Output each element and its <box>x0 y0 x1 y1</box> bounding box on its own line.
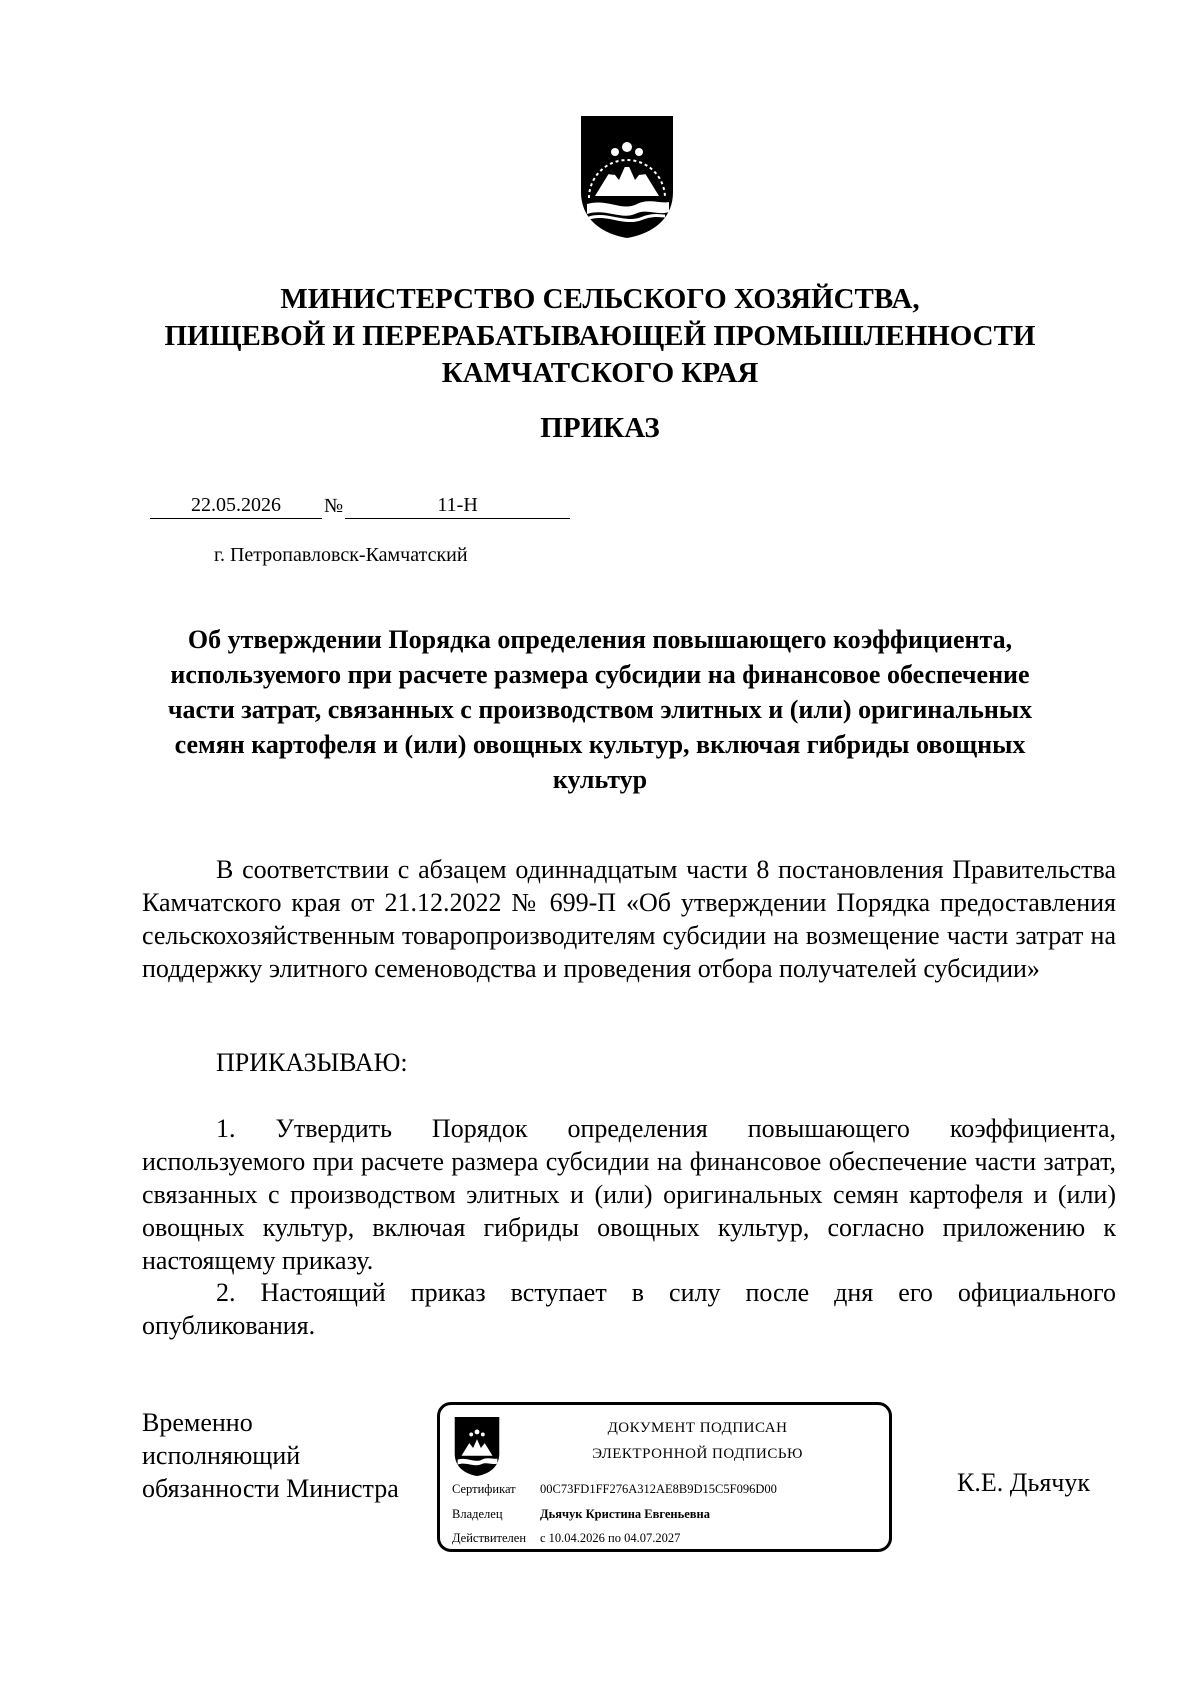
order-word: ПРИКАЗЫВАЮ: <box>216 1048 408 1077</box>
subject-line: семян картофеля и (или) овощных культур, включая гибриды овощных <box>174 730 1026 759</box>
electronic-signature-stamp <box>437 1402 892 1552</box>
date-number-line <box>150 492 570 518</box>
kamchatka-emblem-icon <box>451 1415 503 1477</box>
signer-position-line: Временно <box>142 1408 253 1437</box>
city: г. Петропавловск-Камчатский <box>214 544 468 566</box>
document-type: ПРИКАЗ <box>540 412 660 444</box>
subject-line: части затрат, связанных с производством элитных и (или) оригинальных <box>167 695 1033 724</box>
signer-position <box>142 1406 399 1505</box>
stamp-owner-row <box>452 1506 710 1522</box>
order-item-1: 1. Утвердить Порядок определения повышающего коэффициента, используемого при расчете размера субсидии на финансовое обеспечение части затрат, связанных с производством элитных и (или) оригинальных семян картофеля и (или) овощных культур, включая гибриды овощных культур, согласно приложению к настоящему приказу. <box>142 1114 1116 1275</box>
number-sign: № <box>324 495 344 517</box>
stamp-certificate-row <box>452 1481 777 1497</box>
stamp-validity-row <box>452 1530 680 1546</box>
subject-line: Об утверждении Порядка определения повышающего коэффициента, <box>187 625 1013 654</box>
stamp-title-line: ДОКУМЕНТ ПОДПИСАН <box>607 1420 788 1436</box>
subject-line: используемого при расчете размера субсидии на финансовое обеспечение <box>170 660 1030 689</box>
order-subject <box>140 622 1060 797</box>
signer-name: К.Е. Дьячук <box>957 1468 1090 1497</box>
preamble-paragraph: В соответствии с абзацем одиннадцатым части 8 постановления Правительства Камчатского края от 21.12.2022 № 699-П «Об утверждении Порядка предоставления сельскохозяйственным товаропроизводителям субсидии на возмещение части затрат на поддержку элитного семеноводства и проведения отбора получателей субсидии» <box>142 855 1116 983</box>
signer-position-line: исполняющий <box>142 1441 301 1470</box>
ministry-title-line: ПИЩЕВОЙ И ПЕРЕРАБАТЫВАЮЩЕЙ ПРОМЫШЛЕННОСТИ <box>164 320 1036 352</box>
ministry-title-line: КАМЧАТСКОГО КРАЯ <box>441 357 759 389</box>
stamp-title <box>510 1415 885 1467</box>
ministry-title <box>100 281 1100 392</box>
signer-position-line: обязанности Министра <box>142 1474 399 1503</box>
order-item-2: 2. Настоящий приказ вступает в силу после дня его официального опубликования. <box>142 1278 1116 1340</box>
stamp-owner-value: Дьячук Кристина Евгеньевна <box>540 1507 710 1521</box>
stamp-validity-label: Действителен <box>452 1531 527 1545</box>
ministry-title-line: МИНИСТЕРСТВО СЕЛЬСКОГО ХОЗЯЙСТВА, <box>280 283 920 315</box>
order-date: 22.05.2026 <box>150 492 322 519</box>
subject-line: культур <box>552 765 648 794</box>
stamp-owner-label: Владелец <box>452 1507 503 1521</box>
stamp-certificate-label: Сертификат <box>452 1482 516 1496</box>
kamchatka-emblem-icon <box>577 112 677 240</box>
order-number: 11-Н <box>345 492 570 519</box>
stamp-validity-value: с 10.04.2026 по 04.07.2027 <box>540 1531 681 1545</box>
stamp-certificate-value: 00C73FD1FF276A312AE8B9D15C5F096D00 <box>540 1482 777 1496</box>
stamp-title-line: ЭЛЕКТРОННОЙ ПОДПИСЬЮ <box>592 1446 803 1462</box>
